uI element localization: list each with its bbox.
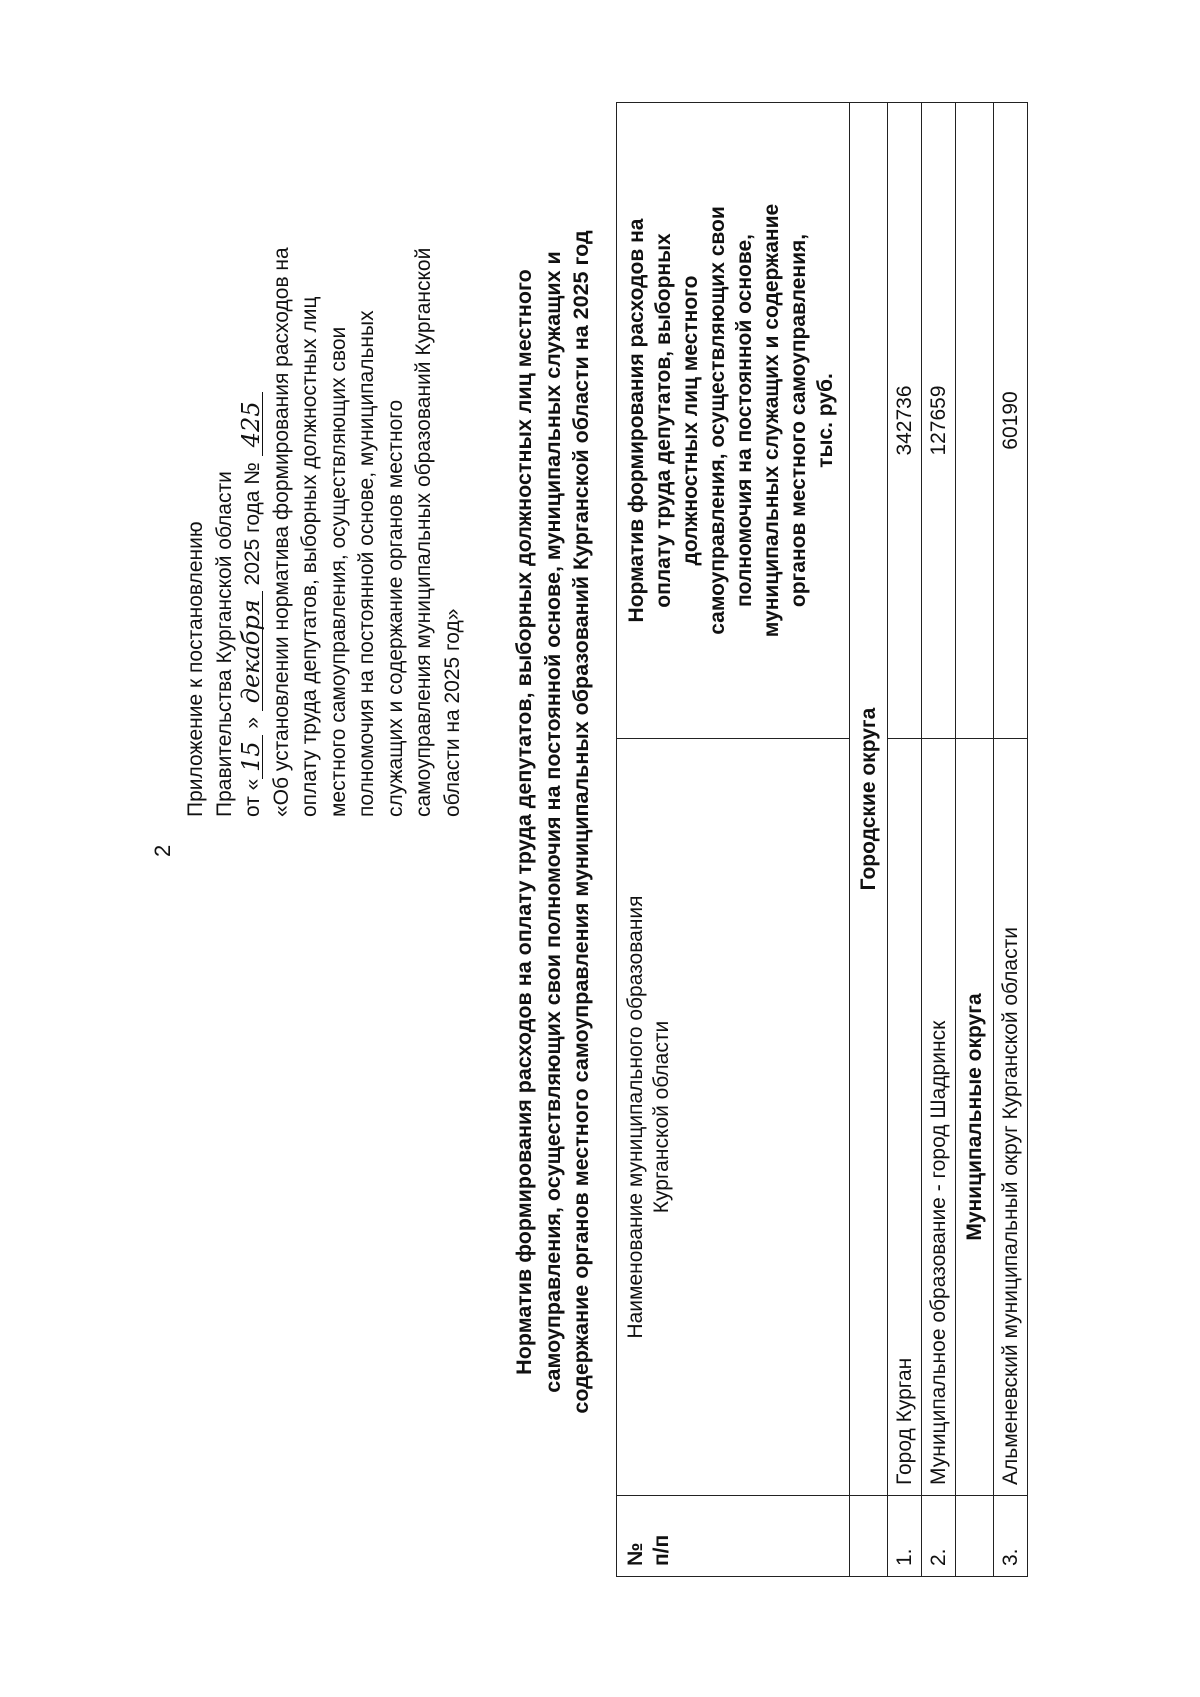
appendix-line: Приложение к постановлению [184,521,207,817]
header-number-line: № [624,1542,647,1566]
group-empty-cell [956,103,994,739]
header-norm-line: самоуправления, осуществляющих свои [706,206,729,635]
table-row [922,103,956,1577]
header-number-line: п/п [650,1534,673,1566]
appendix-line: Правительства Курганской области [212,471,236,817]
table-row [994,103,1028,1577]
header-norm-line: органов местного самоуправления, [787,233,810,608]
appendix-subject-line: «Об установлении норматива формирования расходов на [269,247,293,817]
date-year-text: 2025 года № [241,462,264,586]
appendix-subject-line: полномочия на постоянной основе, муниципальных [355,310,378,817]
header-name-line: Наименование муниципального образования [624,895,647,1339]
appendix-block [182,57,467,817]
row-municipality-name: Альменевский муниципальный округ Курганской области [994,739,1028,1496]
row-norm-value: 60190 [994,103,1028,739]
header-name-line: Курганской области [650,1020,673,1214]
group-row [850,103,888,1577]
date-month-handwritten: декабря [240,591,263,711]
page-number: 2 [150,844,175,857]
header-norm-line: тыс. руб. [814,373,837,468]
group-empty-cell [956,1496,994,1577]
header-norm-value [617,103,850,739]
document-title-line: Норматив формирования расходов на оплату труда депутатов, выборных должностных лиц местного [512,269,536,1375]
header-number [617,1496,850,1577]
document-title-line: самоуправления, осуществляющих свои полномочия на постоянной основе, муниципальных служащих и [540,251,565,1393]
row-number: 1. [888,1496,922,1577]
header-norm-line: муниципальных служащих и содержание [760,203,783,638]
appendix-subject-line: области на 2025 год» [440,608,464,817]
row-number: 3. [994,1496,1028,1577]
document-title [510,162,596,1482]
header-municipality-name [617,739,850,1496]
group-row [956,103,994,1577]
header-norm-line: должностных лиц местного [679,275,702,566]
date-day-handwritten: 15 [240,735,263,779]
row-municipality-name: Город Курган [888,739,922,1496]
row-norm-value: 342736 [888,103,922,739]
appendix-subject-line: служащих и содержание органов местного [383,399,407,817]
date-prefix: от « [241,778,264,817]
group-label: Муниципальные округа [956,739,994,1496]
row-number: 2. [922,1496,956,1577]
table-header-row [617,103,850,1577]
header-norm-line: полномочия на постоянной основе, [733,233,756,608]
table-row [888,103,922,1577]
document-title-line: содержание органов местного самоуправления муниципальных образований Курганской области на 2025 год [569,230,593,1414]
group-label: Городские округа [850,103,888,1496]
appendix-date-line [239,57,268,817]
group-empty-cell [850,1496,888,1577]
header-norm-line: оплату труда депутатов, выборных [652,233,675,608]
appendix-subject-line: самоуправления муниципальных образований Курганской [412,247,435,817]
row-municipality-name: Муниципальное образование - город Шадринск [922,739,956,1496]
document-number-handwritten: 425 [240,392,263,456]
row-norm-value: 127659 [922,103,956,739]
header-norm-line: Норматив формирования расходов на [625,218,648,623]
appendix-subject-line: оплату труда депутатов, выборных должностных лиц [298,296,321,817]
appendix-subject-line: местного самоуправления, осуществляющих свои [326,326,350,817]
date-mid: » [241,717,264,729]
norm-table [616,102,1028,1577]
